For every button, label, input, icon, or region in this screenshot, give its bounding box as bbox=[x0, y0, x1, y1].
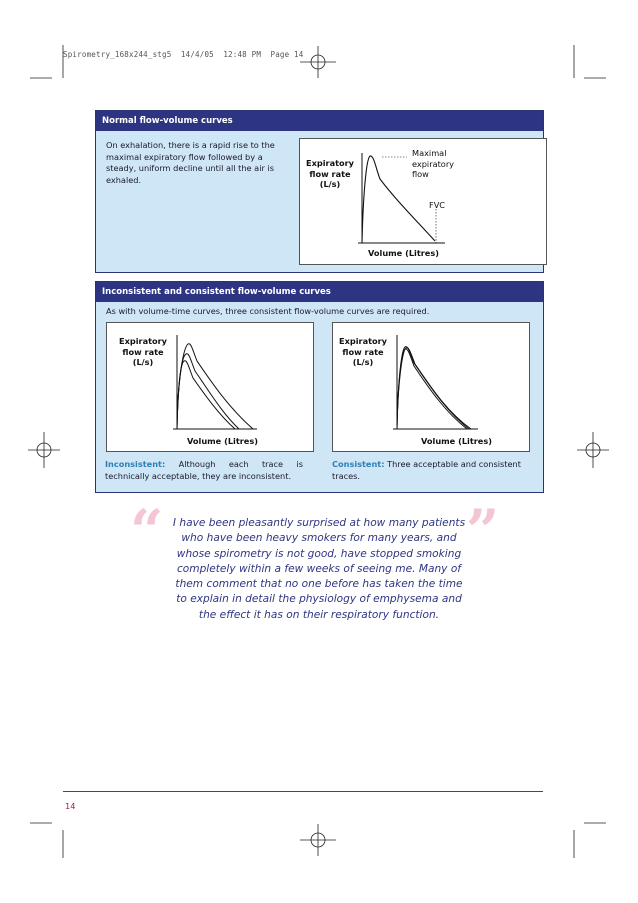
panel-intro-text: As with volume-time curves, three consistent flow-volume curves are required. bbox=[106, 306, 430, 316]
y-axis-label: Expiratory flow rate (L/s) bbox=[118, 336, 168, 367]
consistent-curves-chart bbox=[332, 322, 530, 452]
trace-2 bbox=[397, 348, 471, 429]
panel-title: Inconsistent and consistent flow-volume curves bbox=[96, 282, 543, 302]
fvc-annotation: FVC bbox=[429, 200, 446, 210]
panel-title: Normal flow-volume curves bbox=[96, 111, 543, 131]
caption-key: Inconsistent: bbox=[105, 459, 166, 469]
inconsistent-consistent-panel bbox=[95, 281, 544, 493]
inconsistent-caption bbox=[105, 458, 303, 482]
footer-rule bbox=[63, 791, 543, 792]
inconsistent-curves-chart bbox=[106, 322, 314, 452]
x-axis-label: Volume (Litres) bbox=[187, 436, 258, 446]
caption-text: Three acceptable and consistent traces. bbox=[332, 459, 521, 481]
x-axis-label: Volume (Litres) bbox=[368, 248, 439, 258]
trace-1 bbox=[397, 347, 469, 429]
close-quote-mark: ” bbox=[466, 497, 500, 565]
testimonial-quote: I have been pleasantly surprised at how many patients who have been heavy smokers for many years, and whose spirometry is not good, have stopped smoking completely within a few weeks of seeing me. Many of them comment that no one before has taken the time to explain in detail the physiology of emphysema and the effect it has on their respiratory function. bbox=[172, 517, 466, 621]
caption-key: Consistent: bbox=[332, 459, 385, 469]
open-quote-mark: “ bbox=[130, 497, 164, 565]
trace-3 bbox=[177, 361, 235, 429]
y-axis-label: Expiratory flow rate (L/s) bbox=[338, 336, 388, 367]
flow-volume-curve bbox=[362, 156, 435, 243]
trace-1 bbox=[177, 344, 253, 429]
print-slug-line: Spirometry_168x244_stg5 14/4/05 12:48 PM Page 14 bbox=[63, 50, 304, 59]
consistent-curves-plot bbox=[333, 323, 529, 451]
trace-2 bbox=[177, 354, 239, 429]
x-axis-label: Volume (Litres) bbox=[421, 436, 492, 446]
inconsistent-curves-plot bbox=[107, 323, 313, 451]
caption-text: Although each trace is technically acceptable, they are inconsistent. bbox=[105, 459, 303, 481]
consistent-caption bbox=[332, 458, 530, 482]
panel-body-text: On exhalation, there is a rapid rise to the maximal expiratory flow followed by a steady, uniform decline until all the air is exhaled. bbox=[106, 140, 275, 185]
normal-flow-volume-chart bbox=[299, 138, 547, 265]
page-number: 14 bbox=[65, 801, 76, 811]
peak-annotation: Maximal expiratory flow bbox=[412, 148, 455, 179]
y-axis-label: Expiratory flow rate (L/s) bbox=[305, 158, 355, 189]
normal-flow-volume-panel bbox=[95, 110, 544, 273]
normal-curve-plot bbox=[300, 139, 546, 264]
